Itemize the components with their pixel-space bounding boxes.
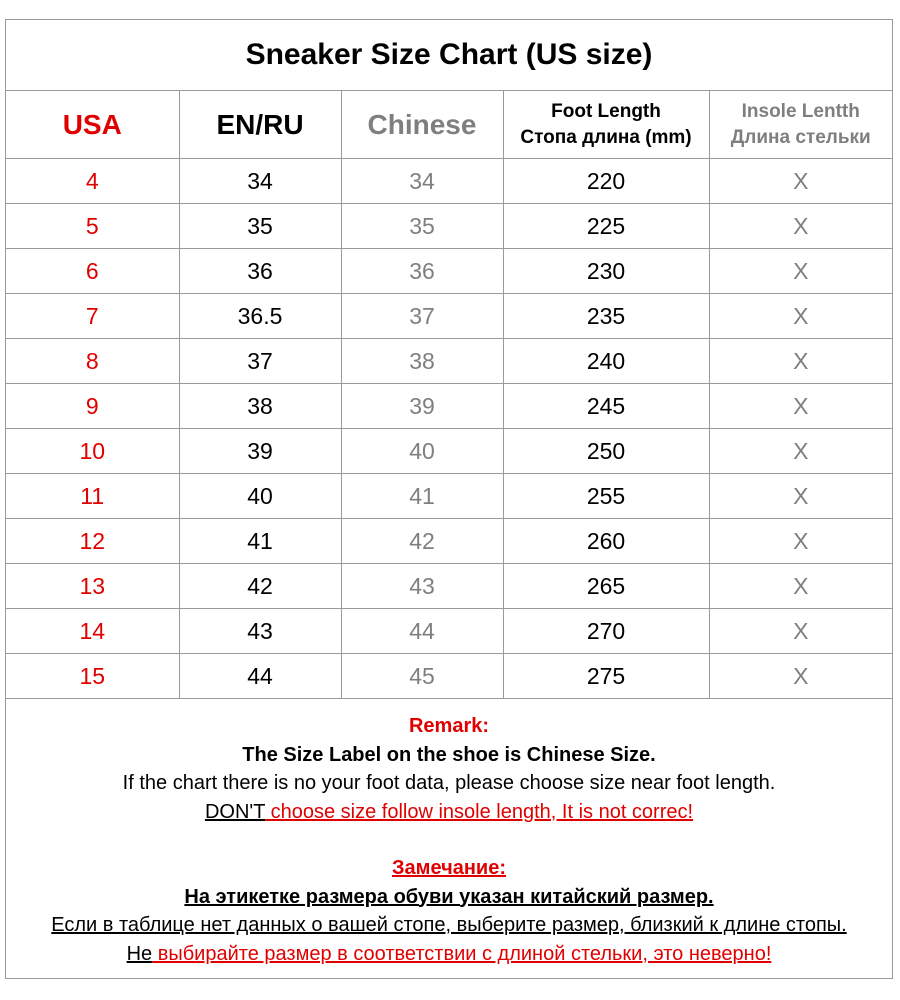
- header-en-ru: EN/RU: [179, 91, 341, 159]
- cell-usa: 8: [6, 339, 179, 384]
- cell-usa: 11: [6, 474, 179, 519]
- cell-chinese: 36: [341, 249, 503, 294]
- cell-en-ru: 37: [179, 339, 341, 384]
- header-insole-line2: Длина стельки: [730, 126, 871, 148]
- cell-en-ru: 36: [179, 249, 341, 294]
- remark-warning-en: [6, 798, 892, 827]
- cell-usa: 6: [6, 249, 179, 294]
- cell-foot-length: 255: [503, 474, 709, 519]
- cell-en-ru: 38: [179, 384, 341, 429]
- table-row: [6, 654, 892, 699]
- cell-insole-length: X: [709, 474, 892, 519]
- cell-en-ru: 34: [179, 159, 341, 204]
- cell-foot-length: 240: [503, 339, 709, 384]
- table-row: [6, 429, 892, 474]
- cell-chinese: 40: [341, 429, 503, 474]
- cell-usa: 4: [6, 159, 179, 204]
- table-row: [6, 339, 892, 384]
- remarks-section: [6, 699, 892, 968]
- cell-chinese: 39: [341, 384, 503, 429]
- cell-en-ru: 44: [179, 654, 341, 699]
- cell-insole-length: X: [709, 339, 892, 384]
- header-foot-length-line1: Foot Length: [551, 100, 661, 122]
- cell-usa: 14: [6, 609, 179, 654]
- cell-chinese: 38: [341, 339, 503, 384]
- cell-insole-length: X: [709, 429, 892, 474]
- cell-foot-length: 265: [503, 564, 709, 609]
- remark-label-note-en: The Size Label on the shoe is Chinese Size.: [242, 743, 656, 766]
- remark-warning-ru-prefix: Не: [126, 942, 153, 965]
- cell-foot-length: 270: [503, 609, 709, 654]
- cell-usa: 10: [6, 429, 179, 474]
- cell-chinese: 35: [341, 204, 503, 249]
- cell-insole-length: X: [709, 249, 892, 294]
- cell-en-ru: 43: [179, 609, 341, 654]
- header-foot-length-line2: Стопа длина (mm): [520, 126, 692, 148]
- table-row: [6, 294, 892, 339]
- cell-foot-length: 275: [503, 654, 709, 699]
- cell-usa: 5: [6, 204, 179, 249]
- cell-chinese: 34: [341, 159, 503, 204]
- cell-insole-length: X: [709, 564, 892, 609]
- header-usa: USA: [6, 91, 179, 159]
- cell-usa: 12: [6, 519, 179, 564]
- header-row: [6, 91, 892, 159]
- table-row: [6, 564, 892, 609]
- cell-chinese: 45: [341, 654, 503, 699]
- remark-advice-en: If the chart there is no your foot data, please choose size near foot length.: [122, 772, 776, 794]
- cell-foot-length: 250: [503, 429, 709, 474]
- cell-en-ru: 36.5: [179, 294, 341, 339]
- table-row: [6, 384, 892, 429]
- remark-label-note-ru: На этикетке размера обуви указан китайский размер.: [184, 885, 714, 908]
- remark-heading-en: Remark:: [408, 715, 490, 737]
- header-foot-length: [503, 91, 709, 159]
- table-body: [6, 159, 892, 699]
- remark-warning-en-rest: choose size follow insole length, It is not correc!: [265, 800, 694, 823]
- cell-insole-length: X: [709, 159, 892, 204]
- cell-en-ru: 42: [179, 564, 341, 609]
- header-insole-length: [709, 91, 892, 159]
- cell-en-ru: 35: [179, 204, 341, 249]
- remark-spacer: [6, 826, 892, 854]
- size-table: [6, 91, 892, 699]
- remark-warning-en-prefix: DON'T: [204, 800, 266, 823]
- cell-chinese: 37: [341, 294, 503, 339]
- table-row: [6, 519, 892, 564]
- cell-insole-length: X: [709, 294, 892, 339]
- chart-title: Sneaker Size Chart (US size): [6, 20, 892, 91]
- header-insole-line1: Insole Lentth: [741, 100, 860, 122]
- cell-chinese: 44: [341, 609, 503, 654]
- cell-insole-length: X: [709, 519, 892, 564]
- cell-insole-length: X: [709, 609, 892, 654]
- table-row: [6, 159, 892, 204]
- table-row: [6, 204, 892, 249]
- table-row: [6, 249, 892, 294]
- cell-foot-length: 245: [503, 384, 709, 429]
- cell-insole-length: X: [709, 384, 892, 429]
- cell-insole-length: X: [709, 654, 892, 699]
- table-row: [6, 609, 892, 654]
- header-chinese: Chinese: [341, 91, 503, 159]
- cell-insole-length: X: [709, 204, 892, 249]
- cell-usa: 15: [6, 654, 179, 699]
- cell-foot-length: 225: [503, 204, 709, 249]
- cell-foot-length: 220: [503, 159, 709, 204]
- cell-foot-length: 260: [503, 519, 709, 564]
- cell-foot-length: 230: [503, 249, 709, 294]
- table-row: [6, 474, 892, 519]
- remark-heading-ru: Замечание:: [392, 857, 506, 879]
- cell-chinese: 41: [341, 474, 503, 519]
- cell-foot-length: 235: [503, 294, 709, 339]
- cell-chinese: 42: [341, 519, 503, 564]
- remark-warning-ru: [6, 940, 892, 969]
- remark-warning-ru-rest: выбирайте размер в соответствии с длиной стельки, это неверно!: [152, 942, 772, 965]
- size-chart-frame: [5, 19, 893, 979]
- remark-advice-ru: Если в таблице нет данных о вашей стопе, выберите размер, близкий к длине стопы.: [51, 914, 847, 936]
- cell-en-ru: 41: [179, 519, 341, 564]
- cell-usa: 7: [6, 294, 179, 339]
- cell-usa: 13: [6, 564, 179, 609]
- cell-en-ru: 40: [179, 474, 341, 519]
- cell-en-ru: 39: [179, 429, 341, 474]
- cell-chinese: 43: [341, 564, 503, 609]
- cell-usa: 9: [6, 384, 179, 429]
